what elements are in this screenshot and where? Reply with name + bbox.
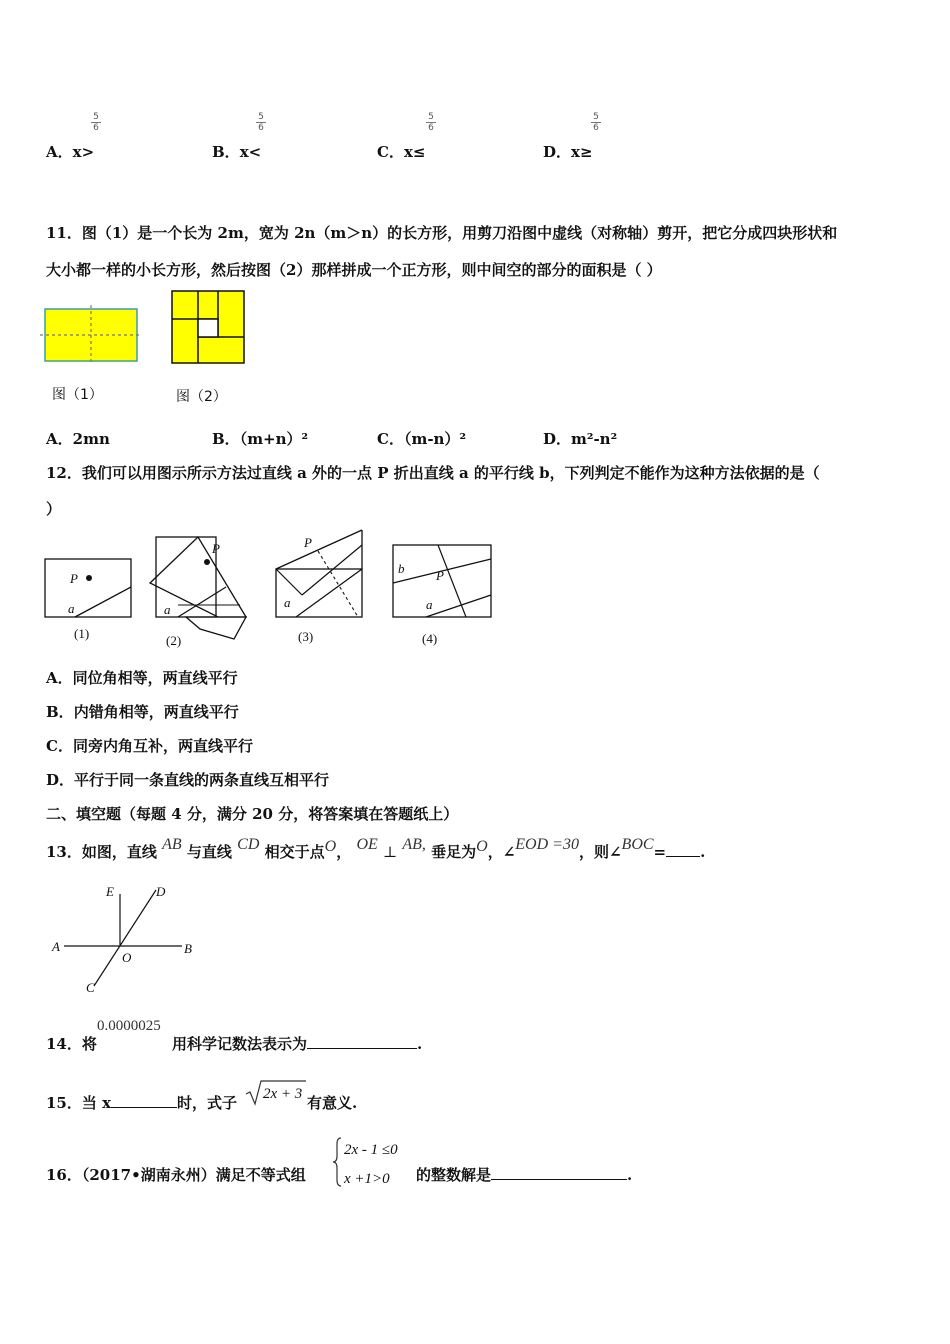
- q10-option-b: B．x<: [212, 143, 262, 161]
- q13-label-e: E: [106, 884, 114, 899]
- q12-fig4-label-b: b: [398, 561, 405, 576]
- q11-option-b: B．（m+n）²: [212, 430, 309, 448]
- q10-option-c: C．x≤: [377, 143, 426, 161]
- q12-fig3-label-a: a: [284, 595, 291, 610]
- q12-fig2-label-p: P: [212, 541, 220, 556]
- q15-sqrt-expression: [244, 1078, 308, 1106]
- q12-fig1-caption: (1): [74, 626, 90, 641]
- q12-fig3-label-p: P: [304, 535, 312, 550]
- q16-inequality-2: x +1>0: [344, 1171, 390, 1187]
- q10-option-d: D．x≥: [543, 143, 593, 161]
- q12-fig1-label-a: a: [68, 601, 75, 616]
- q11-option-d: D．m²-n²: [543, 430, 618, 448]
- q16-text: 的整数解是 .: [416, 1166, 633, 1184]
- q12-fig3-caption: (3): [298, 629, 314, 644]
- q10-fraction-c: $\frac{5}{6}$: [426, 112, 436, 133]
- q11-fig2-caption: 图（2）: [176, 389, 227, 405]
- q15-answer-blank[interactable]: [111, 1093, 177, 1108]
- q16-inequality-system: [332, 1134, 418, 1192]
- q11-figure-1: [40, 305, 140, 365]
- q12-figures: [40, 525, 500, 655]
- q15-radicand: 2x + 3: [263, 1086, 303, 1102]
- q12-fig4-label-a: a: [426, 597, 433, 612]
- q15-text: 15．当 x 时，式子: [46, 1094, 238, 1112]
- q16-inequality-1: 2x - 1 ≤0: [344, 1142, 398, 1158]
- q12-text-line1: 12．我们可以用图示所示方法过直线 a 外的一点 P 折出直线 a 的平行线 b，下列判定不能作为这种方法依据的是（: [46, 464, 820, 482]
- q12-fig4-caption: (4): [422, 631, 438, 646]
- q10-option-a: A．x>: [46, 143, 95, 161]
- q11-option-a: A．2mn: [46, 430, 110, 448]
- q13-answer-blank[interactable]: [666, 842, 700, 857]
- q10-fraction-a: $\frac{5}{6}$: [91, 112, 101, 133]
- q10-fraction-b: $\frac{5}{6}$: [256, 112, 266, 133]
- q15-suffix: 有意义.: [307, 1094, 358, 1112]
- q12-option-c: C．同旁内角互补，两直线平行: [46, 737, 253, 755]
- q13-text: 13．如图，直线 AB 与直线 CD 相交于点O， OE ⊥ AB, 垂足为O，∠EOD =30，则∠BOC= .: [46, 836, 706, 861]
- q13-figure: [48, 882, 208, 997]
- q12-option-b: B．内错角相等，两直线平行: [46, 703, 239, 721]
- q13-label-d: D: [156, 884, 166, 899]
- q10-fraction-d: $\frac{5}{6}$: [591, 112, 601, 133]
- q12-fig4-label-p: P: [436, 568, 444, 583]
- q11-option-c: C．（m-n）²: [377, 430, 467, 448]
- q11-figures: [40, 285, 260, 375]
- q14-prefix: 14．将: [46, 1035, 97, 1053]
- q12-option-a: A．同位角相等，两直线平行: [46, 669, 238, 687]
- q12-option-d: D．平行于同一条直线的两条直线互相平行: [46, 771, 330, 789]
- q12-fig2-label-a: a: [164, 602, 171, 617]
- q13-label-o: O: [122, 950, 132, 965]
- q12-figure-1: [45, 559, 131, 641]
- q12-figure-2: [150, 537, 246, 648]
- q11-text-line2: 大小都一样的小长方形，然后按图（2）那样拼成一个正方形，则中间空的部分的面积是（ ）: [46, 261, 662, 279]
- q14-answer-blank[interactable]: [307, 1034, 417, 1049]
- q13-label-c: C: [86, 980, 95, 995]
- q11-fig1-caption: 图（1）: [52, 387, 103, 403]
- q12-figure-3: [276, 530, 362, 644]
- section-2-title: 二、填空题（每题 4 分，满分 20 分，将答案填在答题纸上）: [46, 805, 459, 823]
- q12-figure-4: [393, 545, 491, 646]
- q13-label-b: B: [184, 941, 192, 956]
- q11-text-line1: 11．图（1）是一个长为 2m，宽为 2n（m＞n）的长方形，用剪刀沿图中虚线（对称轴）剪开，把它分成四块形状和: [46, 224, 838, 242]
- q11-figure-2: [172, 291, 244, 363]
- q14-number: 0.0000025: [97, 1018, 161, 1034]
- q12-text-line2: ）: [46, 500, 62, 518]
- q16-prefix: 16．（2017•湖南永州）满足不等式组: [46, 1166, 306, 1184]
- q12-fig1-label-p: P: [70, 571, 78, 586]
- q13-label-a: A: [52, 939, 60, 954]
- q16-answer-blank[interactable]: [491, 1165, 627, 1180]
- q12-fig2-caption: (2): [166, 633, 182, 648]
- q14-text: 用科学记数法表示为 .: [172, 1035, 423, 1053]
